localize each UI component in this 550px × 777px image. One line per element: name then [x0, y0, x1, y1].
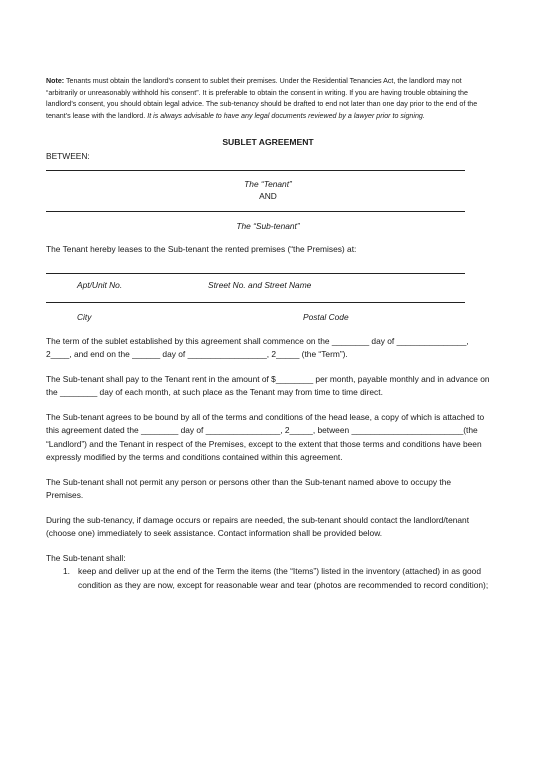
list-item: [46, 565, 490, 592]
list-item-text: keep and deliver up at the end of the Term the items (the “Items”) listed in the inventory (attached) in as good condition as they are now, except for reasonable wear and tear (photos are recommended to record condition);: [78, 566, 489, 590]
postal-code-label: Postal Code: [303, 311, 349, 322]
between-label: BETWEEN:: [46, 151, 90, 162]
and-label: AND: [259, 191, 277, 202]
obligations-list: [46, 565, 490, 592]
head-lease-paragraph: The Sub-tenant agrees to be bound by all of the terms and conditions of the head lease, a copy of which is attached to this agreement dated the ________ day of ________________, 2_____, between ________________________(the “Landlord”) and the Tenant in respect of the Premises, except to the extent that those terms and conditions have been expressly modified by the terms and conditions contained within this agreement.: [46, 411, 485, 463]
subtenant-shall-paragraph: The Sub-tenant shall:: [46, 552, 126, 563]
lease-intro-paragraph: The Tenant hereby leases to the Sub-tenant the rented premises (“the Premises) at:: [46, 244, 357, 255]
repairs-paragraph: During the sub-tenancy, if damage occurs or repairs are needed, the sub-tenant should contact the landlord/tenant (choose one) immediately to seek assistance. Contact information shall be provided below.: [46, 514, 470, 539]
term-paragraph: The term of the sublet established by this agreement shall commence on the ________ day of _______________, 2____, and end on the ______ day of _________________, 2_____ (the “Term”).: [46, 335, 469, 360]
apt-unit-label: Apt/Unit No.: [77, 279, 123, 290]
rent-paragraph: The Sub-tenant shall pay to the Tenant rent in the amount of $________ per month, payable monthly and in advance on the ________ day of each month, at such place as the Tenant may from time to time direct.: [46, 373, 490, 398]
address-line-2: [46, 302, 465, 303]
tenant-label: The “Tenant”: [244, 179, 292, 190]
tenant-name-line: [46, 170, 465, 171]
address-row-1: [46, 279, 490, 291]
subtenant-label: The “Sub-tenant”: [236, 221, 300, 232]
note-text: Tenants must obtain the landlord’s consent to sublet their premises. Under the Residential Tenancies Act, the landlord may not “arbitrarily or unreasonably withhold his consent”. It is preferable to obtain the consent in writing. If you are having trouble obtaining the landlord’s consent, you should obtain legal advice. The sub-tenancy should be drafted to end not later than one day prior to the end of the tenant’s lease with the landlord.: [46, 77, 478, 120]
address-line-1: [46, 273, 465, 274]
note-italic-text: It is always advisable to have any legal documents reviewed by a lawyer prior to signing.: [147, 111, 425, 120]
city-label: City: [77, 311, 92, 322]
document-title: SUBLET AGREEMENT: [222, 137, 314, 148]
occupancy-paragraph: The Sub-tenant shall not permit any person or persons other than the Sub-tenant named above to occupy the Premises.: [46, 476, 452, 501]
street-label: Street No. and Street Name: [208, 279, 312, 290]
note-paragraph: [46, 76, 490, 122]
subtenant-name-line: [46, 211, 465, 212]
address-row-2: [46, 311, 490, 323]
list-item-number: 1.: [63, 566, 70, 577]
note-label: Note:: [46, 77, 65, 85]
